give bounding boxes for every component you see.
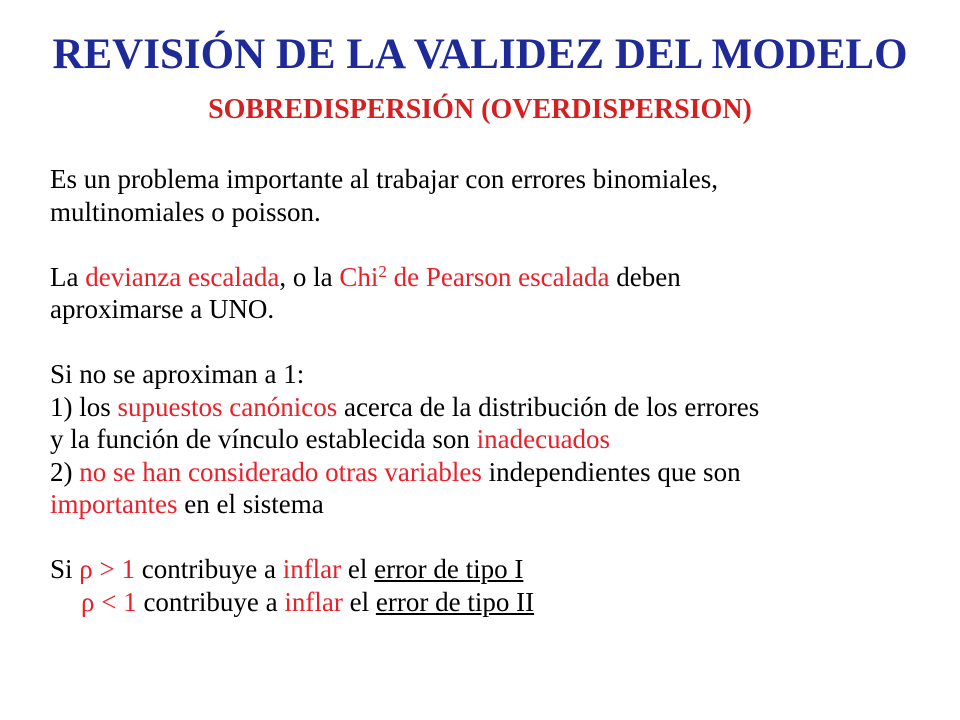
inadecuados-term: inadecuados <box>476 424 611 454</box>
paragraph-2-line-2: aproximarse a UNO. <box>50 294 275 324</box>
text: deben <box>609 261 681 292</box>
paragraph-2-line-1 <box>50 261 930 294</box>
text: independientes que son <box>481 456 741 487</box>
rho-greater-term: ρ > 1 <box>79 554 135 584</box>
item-2-line-1 <box>50 456 930 489</box>
inflar-term: inflar <box>282 554 342 584</box>
text: 1) los <box>50 391 118 422</box>
devianza-escalada-term: devianza escalada <box>85 261 280 292</box>
error-tipo-2-term: error de tipo II <box>375 586 535 617</box>
error-tipo-1-term: error de tipo I <box>374 554 524 584</box>
paragraph-3-intro: Si no se aproximan a 1: <box>50 359 305 389</box>
text: La <box>50 261 86 292</box>
spacer <box>50 521 930 554</box>
rho-greater-line <box>50 553 930 586</box>
chi-superscript: 2 <box>378 261 387 281</box>
rho-less-term: ρ < 1 <box>81 586 137 617</box>
text: y la función de vínculo establecida son <box>50 424 477 454</box>
text: acerca de la distribución de los errores <box>337 391 760 422</box>
paragraph-1-line-1: Es un problema importante al trabajar con errores binomiales, <box>50 164 719 194</box>
text: el <box>342 586 376 617</box>
no-consideradas-term: no se han considerado otras variables <box>79 456 482 487</box>
text: 2) <box>50 456 80 487</box>
text: contribuye a <box>134 554 283 584</box>
slide-subtitle: SOBREDISPERSIÓN (OVERDISPERSION) <box>208 94 752 125</box>
text: el <box>341 554 375 584</box>
spacer <box>50 228 930 261</box>
pearson-label: de Pearson escalada <box>386 261 610 292</box>
chi-term <box>339 262 609 292</box>
rho-less-line <box>50 586 930 619</box>
slide-title: REVISIÓN DE LA VALIDEZ DEL MODELO <box>52 31 908 78</box>
text: , o la <box>279 261 340 292</box>
spacer <box>50 326 930 359</box>
text: en el sistema <box>177 489 324 519</box>
text: contribuye a <box>136 586 285 617</box>
slide-body <box>50 163 930 618</box>
text: Si <box>50 554 80 584</box>
importantes-term: importantes <box>50 489 178 519</box>
item-2-line-2 <box>50 488 930 521</box>
item-1-line-1 <box>50 391 930 424</box>
item-1-line-2 <box>50 423 930 456</box>
inflar-term: inflar <box>284 586 343 617</box>
chi-label: Chi <box>339 261 379 292</box>
supuestos-canonicos-term: supuestos canónicos <box>117 391 338 422</box>
paragraph-1-line-2: multinomiales o poisson. <box>50 196 321 227</box>
